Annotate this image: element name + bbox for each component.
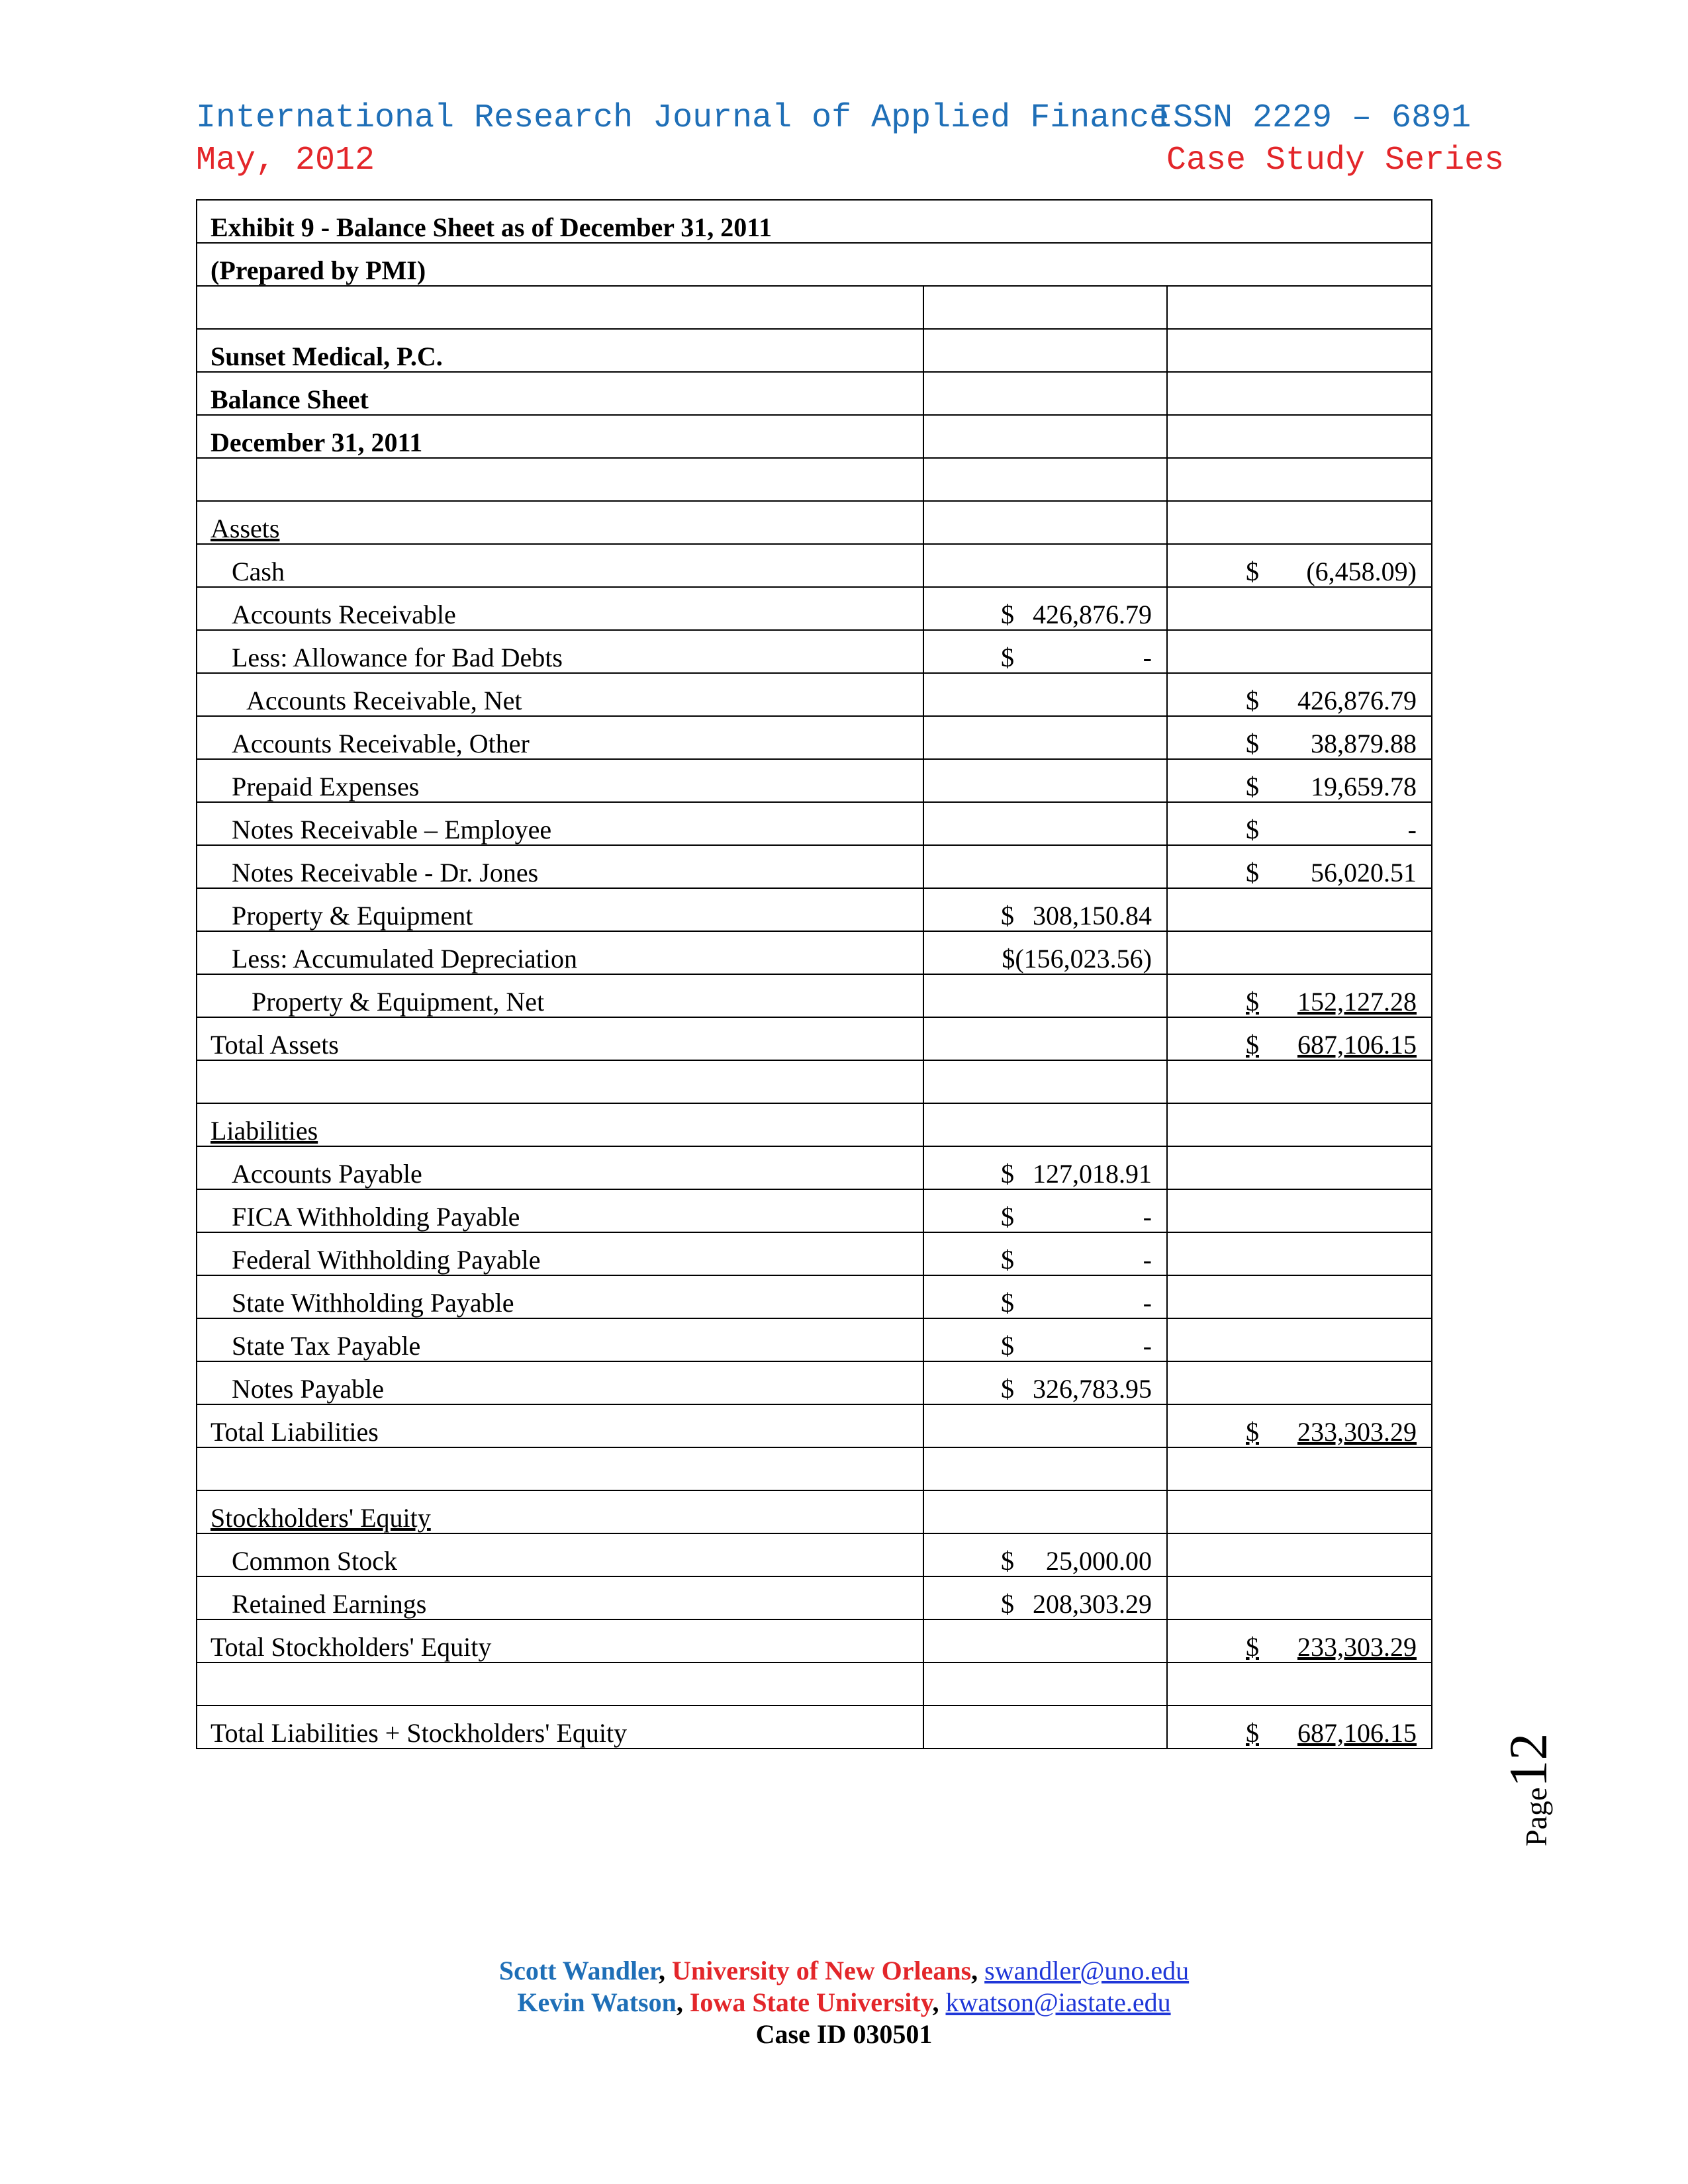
table-row	[197, 372, 1432, 415]
currency-symbol: $	[1246, 729, 1259, 758]
amount-detail-cell	[923, 1232, 1167, 1275]
table-row	[197, 1232, 1432, 1275]
amount-total-cell	[1167, 845, 1432, 888]
amount-detail-cell	[923, 501, 1167, 544]
amount-value: -	[1143, 643, 1152, 672]
amount-value: 233,303.29	[1297, 1417, 1417, 1447]
amount-detail	[924, 1332, 1166, 1361]
amount-total-cell	[1167, 1361, 1432, 1404]
table-row	[197, 200, 1432, 243]
amount-value: -	[1143, 1288, 1152, 1318]
amount-detail	[924, 1375, 1166, 1404]
amount-detail-cell	[923, 1619, 1167, 1662]
amount-total-cell	[1167, 888, 1432, 931]
amount-total-cell	[1167, 1275, 1432, 1318]
row-label-text: Retained Earnings	[232, 1589, 427, 1619]
amount-total-cell	[1167, 1189, 1432, 1232]
empty-cell	[197, 286, 923, 329]
amount-total	[1168, 686, 1431, 715]
amount-detail-cell	[923, 1017, 1167, 1060]
table-row	[197, 1189, 1432, 1232]
row-label	[197, 974, 923, 1017]
amount-total	[1168, 987, 1431, 1017]
row-label-text: Total Assets	[211, 1030, 339, 1060]
amount-total	[1168, 815, 1431, 844]
currency-symbol: $	[1001, 1159, 1014, 1189]
row-label	[197, 1189, 923, 1232]
table-row	[197, 759, 1432, 802]
amount-detail-cell	[923, 1490, 1167, 1533]
table-row	[197, 1275, 1432, 1318]
table-row	[197, 1706, 1432, 1749]
currency-symbol: $	[1001, 600, 1014, 629]
row-label	[197, 1490, 923, 1533]
row-label-text: FICA Withholding Payable	[232, 1202, 520, 1232]
amount-detail-cell	[923, 1060, 1167, 1103]
amount-detail-cell	[923, 802, 1167, 845]
amount-total	[1168, 1030, 1431, 1060]
currency-symbol: $	[1001, 1589, 1014, 1619]
row-label-text: Federal Withholding Payable	[232, 1245, 541, 1275]
row-label	[197, 1619, 923, 1662]
table-row	[197, 1662, 1432, 1706]
table-row	[197, 415, 1432, 458]
amount-total-cell	[1167, 1017, 1432, 1060]
table-row	[197, 888, 1432, 931]
row-label	[197, 759, 923, 802]
row-label	[197, 1533, 923, 1576]
row-label-text: Cash	[232, 557, 285, 586]
table-row	[197, 1619, 1432, 1662]
table-row	[197, 673, 1432, 716]
prepared-by: (Prepared by PMI)	[197, 243, 1432, 286]
amount-total-cell	[1167, 974, 1432, 1017]
amount-total-cell	[1167, 501, 1432, 544]
row-label	[197, 1275, 923, 1318]
amount-total-cell	[1167, 716, 1432, 759]
row-label-text: Property & Equipment	[232, 901, 473, 931]
amount-total-cell	[1167, 1232, 1432, 1275]
page-number-value: 12	[1498, 1733, 1558, 1788]
table-row	[197, 1404, 1432, 1447]
empty-cell	[1167, 415, 1432, 458]
empty-cell	[1167, 286, 1432, 329]
amount-value: 152,127.28	[1297, 987, 1417, 1017]
row-label	[197, 1706, 923, 1749]
row-label-text: Less: Accumulated Depreciation	[232, 944, 578, 974]
amount-value: -	[1407, 815, 1417, 844]
currency-symbol: $	[1246, 686, 1259, 715]
row-label	[197, 1361, 923, 1404]
row-label-text: Accounts Receivable, Other	[232, 729, 530, 758]
row-label-text: Assets	[211, 514, 280, 543]
amount-detail	[924, 643, 1166, 672]
amount-detail-cell	[923, 1146, 1167, 1189]
table-row	[197, 1361, 1432, 1404]
amount-detail	[924, 1590, 1166, 1619]
amount-detail	[924, 1203, 1166, 1232]
amount-total-cell	[1167, 630, 1432, 673]
page-word: Page	[1519, 1787, 1553, 1846]
amount-total	[1168, 729, 1431, 758]
amount-total-cell	[1167, 1490, 1432, 1533]
amount-total-cell	[1167, 1576, 1432, 1619]
table-row	[197, 544, 1432, 587]
currency-symbol: $	[1246, 557, 1259, 586]
row-label-text: Stockholders' Equity	[211, 1503, 431, 1533]
row-label	[197, 1232, 923, 1275]
currency-symbol: $	[1001, 1288, 1014, 1318]
amount-total-cell	[1167, 1404, 1432, 1447]
row-label	[197, 1103, 923, 1146]
amount-total-cell	[1167, 1318, 1432, 1361]
table-row	[197, 1533, 1432, 1576]
row-label	[197, 1662, 923, 1706]
amount-total-cell	[1167, 1662, 1432, 1706]
amount-detail	[924, 1547, 1166, 1576]
currency-symbol: $	[1246, 858, 1259, 887]
amount-value: -	[1143, 1245, 1152, 1275]
amount-detail-cell	[923, 1447, 1167, 1490]
university-2: Iowa State University	[689, 1987, 933, 2017]
amount-detail-cell	[923, 673, 1167, 716]
amount-detail-cell	[923, 587, 1167, 630]
amount-detail-cell	[923, 1662, 1167, 1706]
table-row	[197, 1103, 1432, 1146]
empty-cell	[923, 286, 1167, 329]
amount-detail	[924, 600, 1166, 629]
amount-value: 127,018.91	[1033, 1159, 1152, 1189]
exhibit-title: Exhibit 9 - Balance Sheet as of December 31, 2011	[197, 200, 1432, 243]
amount-total-cell	[1167, 802, 1432, 845]
amount-total-cell	[1167, 1706, 1432, 1749]
amount-detail-cell	[923, 1706, 1167, 1749]
amount-detail-cell	[923, 630, 1167, 673]
empty-cell	[923, 458, 1167, 501]
amount-detail-cell	[923, 845, 1167, 888]
row-label	[197, 1017, 923, 1060]
row-label-text: Total Liabilities	[211, 1417, 379, 1447]
amount-detail-cell	[923, 974, 1167, 1017]
currency-symbol: $	[1001, 1202, 1014, 1232]
journal-title: International Research Journal of Applied Finance	[196, 99, 1170, 137]
empty-cell	[1167, 372, 1432, 415]
university-1: University of New Orleans	[672, 1956, 972, 1985]
statement-date: December 31, 2011	[197, 415, 923, 458]
amount-detail-cell	[923, 1404, 1167, 1447]
table-row	[197, 1146, 1432, 1189]
amount-value: 687,106.15	[1297, 1030, 1417, 1060]
currency-symbol: $	[1246, 772, 1259, 801]
amount-total-cell	[1167, 673, 1432, 716]
amount-total-cell	[1167, 759, 1432, 802]
table-row	[197, 329, 1432, 372]
amount-total	[1168, 1633, 1431, 1662]
row-label-text: Accounts Payable	[232, 1159, 422, 1189]
row-label-text: Accounts Receivable, Net	[246, 686, 522, 715]
currency-symbol: $	[1001, 1331, 1014, 1361]
series-name: Case Study Series	[1166, 142, 1505, 179]
amount-detail-cell	[923, 544, 1167, 587]
row-label	[197, 501, 923, 544]
currency-symbol: $	[1001, 1245, 1014, 1275]
currency-symbol: $	[1001, 901, 1014, 931]
amount-value: -	[1143, 1202, 1152, 1232]
empty-cell	[923, 415, 1167, 458]
amount-value: 426,876.79	[1033, 600, 1152, 629]
case-id: Case ID 030501	[755, 2019, 933, 2049]
row-label-text: Prepaid Expenses	[232, 772, 420, 801]
amount-value: -	[1143, 1331, 1152, 1361]
row-label	[197, 931, 923, 974]
row-label-text: Less: Allowance for Bad Debts	[232, 643, 563, 672]
email-link-1[interactable]: swandler@uno.edu	[984, 1956, 1190, 1985]
amount-value: 25,000.00	[1046, 1546, 1152, 1576]
amount-value: 426,876.79	[1297, 686, 1417, 715]
currency-symbol: $	[1001, 643, 1014, 672]
amount-detail-cell	[923, 1318, 1167, 1361]
footer-line-2: Kevin Watson, Iowa State University, kwatson@iastate.edu	[517, 1987, 1171, 2017]
amount-total-cell	[1167, 1447, 1432, 1490]
empty-cell	[197, 458, 923, 501]
amount-value: 208,303.29	[1033, 1589, 1152, 1619]
amount-total-cell	[1167, 587, 1432, 630]
company-name: Sunset Medical, P.C.	[197, 329, 923, 372]
row-label	[197, 1060, 923, 1103]
row-label	[197, 1318, 923, 1361]
row-label-text: Property & Equipment, Net	[252, 987, 545, 1017]
row-label-text: Total Liabilities + Stockholders' Equity	[211, 1718, 628, 1748]
table-row	[197, 1017, 1432, 1060]
amount-detail	[924, 901, 1166, 931]
amount-detail-cell	[923, 716, 1167, 759]
table-row	[197, 1576, 1432, 1619]
amount-detail: $(156,023.56)	[1002, 944, 1152, 974]
row-label	[197, 888, 923, 931]
currency-symbol: $	[1246, 815, 1259, 844]
table-row	[197, 1490, 1432, 1533]
row-label	[197, 802, 923, 845]
row-label	[197, 587, 923, 630]
table-row	[197, 802, 1432, 845]
row-label	[197, 630, 923, 673]
table-row	[197, 974, 1432, 1017]
row-label-text: State Withholding Payable	[232, 1288, 514, 1318]
author-2: Kevin Watson	[517, 1987, 677, 2017]
row-label-text: Notes Payable	[232, 1374, 384, 1404]
table-row	[197, 501, 1432, 544]
amount-total-cell	[1167, 1060, 1432, 1103]
footer-line-1: Scott Wandler, University of New Orleans, swandler@uno.edu	[498, 1956, 1190, 1985]
amount-value: 38,879.88	[1311, 729, 1417, 758]
amount-value: 233,303.29	[1297, 1632, 1417, 1662]
amount-total	[1168, 557, 1431, 586]
amount-detail-cell	[923, 759, 1167, 802]
currency-symbol: $	[1246, 1632, 1259, 1662]
table-row	[197, 286, 1432, 329]
amount-detail	[924, 1160, 1166, 1189]
table-row	[197, 587, 1432, 630]
table-row	[197, 1447, 1432, 1490]
row-label-text: Notes Receivable – Employee	[232, 815, 552, 844]
amount-detail-cell	[923, 1189, 1167, 1232]
amount-total-cell	[1167, 544, 1432, 587]
amount-total	[1168, 772, 1431, 801]
amount-total	[1168, 858, 1431, 887]
table-row	[197, 243, 1432, 286]
amount-detail	[924, 1289, 1166, 1318]
amount-detail-cell	[923, 1103, 1167, 1146]
amount-detail-cell	[923, 1533, 1167, 1576]
row-label	[197, 1447, 923, 1490]
row-label	[197, 1146, 923, 1189]
empty-cell	[1167, 329, 1432, 372]
amount-value: 19,659.78	[1311, 772, 1417, 801]
row-label	[197, 1576, 923, 1619]
amount-detail-cell	[923, 1275, 1167, 1318]
email-link-2[interactable]: kwatson@iastate.edu	[945, 1987, 1171, 2017]
currency-symbol: $	[1246, 1718, 1259, 1748]
balance-sheet-table	[196, 199, 1432, 1749]
table-row	[197, 458, 1432, 501]
amount-total	[1168, 1418, 1431, 1447]
page-number	[1497, 1714, 1630, 1846]
statement-name: Balance Sheet	[197, 372, 923, 415]
table-row	[197, 845, 1432, 888]
row-label	[197, 544, 923, 587]
row-label-text: Common Stock	[232, 1546, 398, 1576]
currency-symbol: $	[1246, 1030, 1259, 1060]
row-label	[197, 1404, 923, 1447]
row-label-text: Accounts Receivable	[232, 600, 456, 629]
amount-detail-cell	[923, 931, 1167, 974]
amount-value: 326,783.95	[1033, 1374, 1152, 1404]
empty-cell	[923, 329, 1167, 372]
amount-detail	[924, 1246, 1166, 1275]
table-row	[197, 1318, 1432, 1361]
amount-detail-cell	[923, 1576, 1167, 1619]
empty-cell	[923, 372, 1167, 415]
issn: ISSN 2229 – 6891	[1153, 99, 1472, 137]
amount-total-cell	[1167, 1103, 1432, 1146]
row-label	[197, 845, 923, 888]
row-label-text: State Tax Payable	[232, 1331, 421, 1361]
amount-total-cell	[1167, 1533, 1432, 1576]
amount-total-cell	[1167, 1146, 1432, 1189]
currency-symbol: $	[1246, 987, 1259, 1017]
currency-symbol: $	[1001, 1546, 1014, 1576]
row-label-text: Liabilities	[211, 1116, 318, 1146]
amount-value: 308,150.84	[1033, 901, 1152, 931]
currency-symbol: $	[1001, 1374, 1014, 1404]
amount-detail-cell	[923, 1361, 1167, 1404]
currency-symbol: $	[1246, 1417, 1259, 1447]
table-row	[197, 716, 1432, 759]
row-label	[197, 716, 923, 759]
issue-date: May, 2012	[196, 142, 375, 179]
amount-value: (6,458.09)	[1306, 557, 1417, 586]
amount-total	[1168, 1719, 1431, 1748]
amount-total-cell	[1167, 1619, 1432, 1662]
empty-cell	[1167, 458, 1432, 501]
table-row	[197, 931, 1432, 974]
row-label	[197, 673, 923, 716]
amount-value: 687,106.15	[1297, 1718, 1417, 1748]
row-label-text: Total Stockholders' Equity	[211, 1632, 492, 1662]
table-row	[197, 1060, 1432, 1103]
amount-total-cell	[1167, 931, 1432, 974]
table-row	[197, 630, 1432, 673]
row-label-text: Notes Receivable - Dr. Jones	[232, 858, 539, 887]
author-1: Scott Wandler	[498, 1956, 659, 1985]
amount-detail-cell	[923, 888, 1167, 931]
amount-value: 56,020.51	[1311, 858, 1417, 887]
